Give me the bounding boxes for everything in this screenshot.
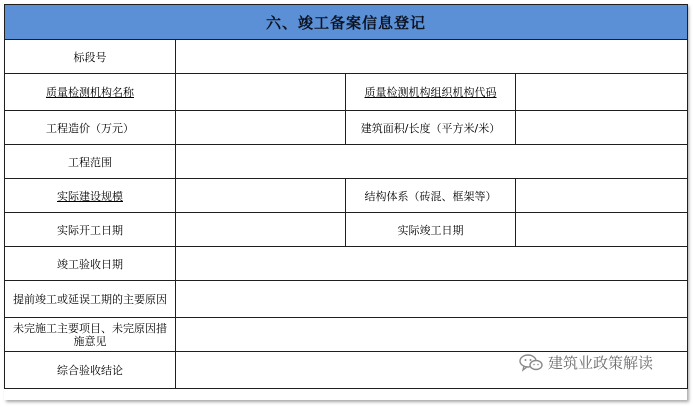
field-delay-reason[interactable] — [176, 281, 688, 318]
label-actual-scale: 实际建设规模 — [5, 179, 176, 213]
label-inspection-agency-code: 质量检测机构组织机构代码 — [346, 74, 516, 111]
form-table — [4, 4, 688, 389]
label-structure-system: 结构体系（砖混、框架等） — [346, 179, 516, 213]
field-project-scope[interactable] — [176, 145, 688, 179]
label-actual-completion-date: 实际竣工日期 — [346, 213, 516, 247]
label-inspection-agency-name: 质量检测机构名称 — [5, 74, 176, 111]
label-acceptance-conclusion: 综合验收结论 — [5, 352, 176, 389]
label-actual-start-date: 实际开工日期 — [5, 213, 176, 247]
field-acceptance-conclusion[interactable] — [176, 352, 688, 389]
field-section-no[interactable] — [176, 40, 688, 74]
watermark-text: 建筑业政策解读 — [548, 354, 654, 372]
label-unfinished-items: 未完施工主要项目、未完原因措施意见 — [5, 318, 176, 352]
field-actual-start-date[interactable] — [176, 213, 346, 247]
field-actual-completion-date[interactable] — [516, 213, 688, 247]
label-building-area: 建筑面积/长度（平方米/米） — [346, 111, 516, 145]
field-building-area[interactable] — [516, 111, 688, 145]
completion-record-form — [4, 4, 687, 400]
field-actual-scale[interactable] — [176, 179, 346, 213]
label-acceptance-date: 竣工验收日期 — [5, 247, 176, 281]
label-section-no: 标段号 — [5, 40, 176, 74]
field-acceptance-date[interactable] — [176, 247, 688, 281]
label-project-cost: 工程造价（万元） — [5, 111, 176, 145]
field-project-cost[interactable] — [176, 111, 346, 145]
field-inspection-agency-code[interactable] — [516, 74, 688, 111]
label-project-scope: 工程范围 — [5, 145, 176, 179]
field-structure-system[interactable] — [516, 179, 688, 213]
field-unfinished-items[interactable] — [176, 318, 688, 352]
form-title: 六、竣工备案信息登记 — [5, 5, 688, 40]
field-inspection-agency-name[interactable] — [176, 74, 346, 111]
label-delay-reason: 提前竣工或延误工期的主要原因 — [5, 281, 176, 318]
